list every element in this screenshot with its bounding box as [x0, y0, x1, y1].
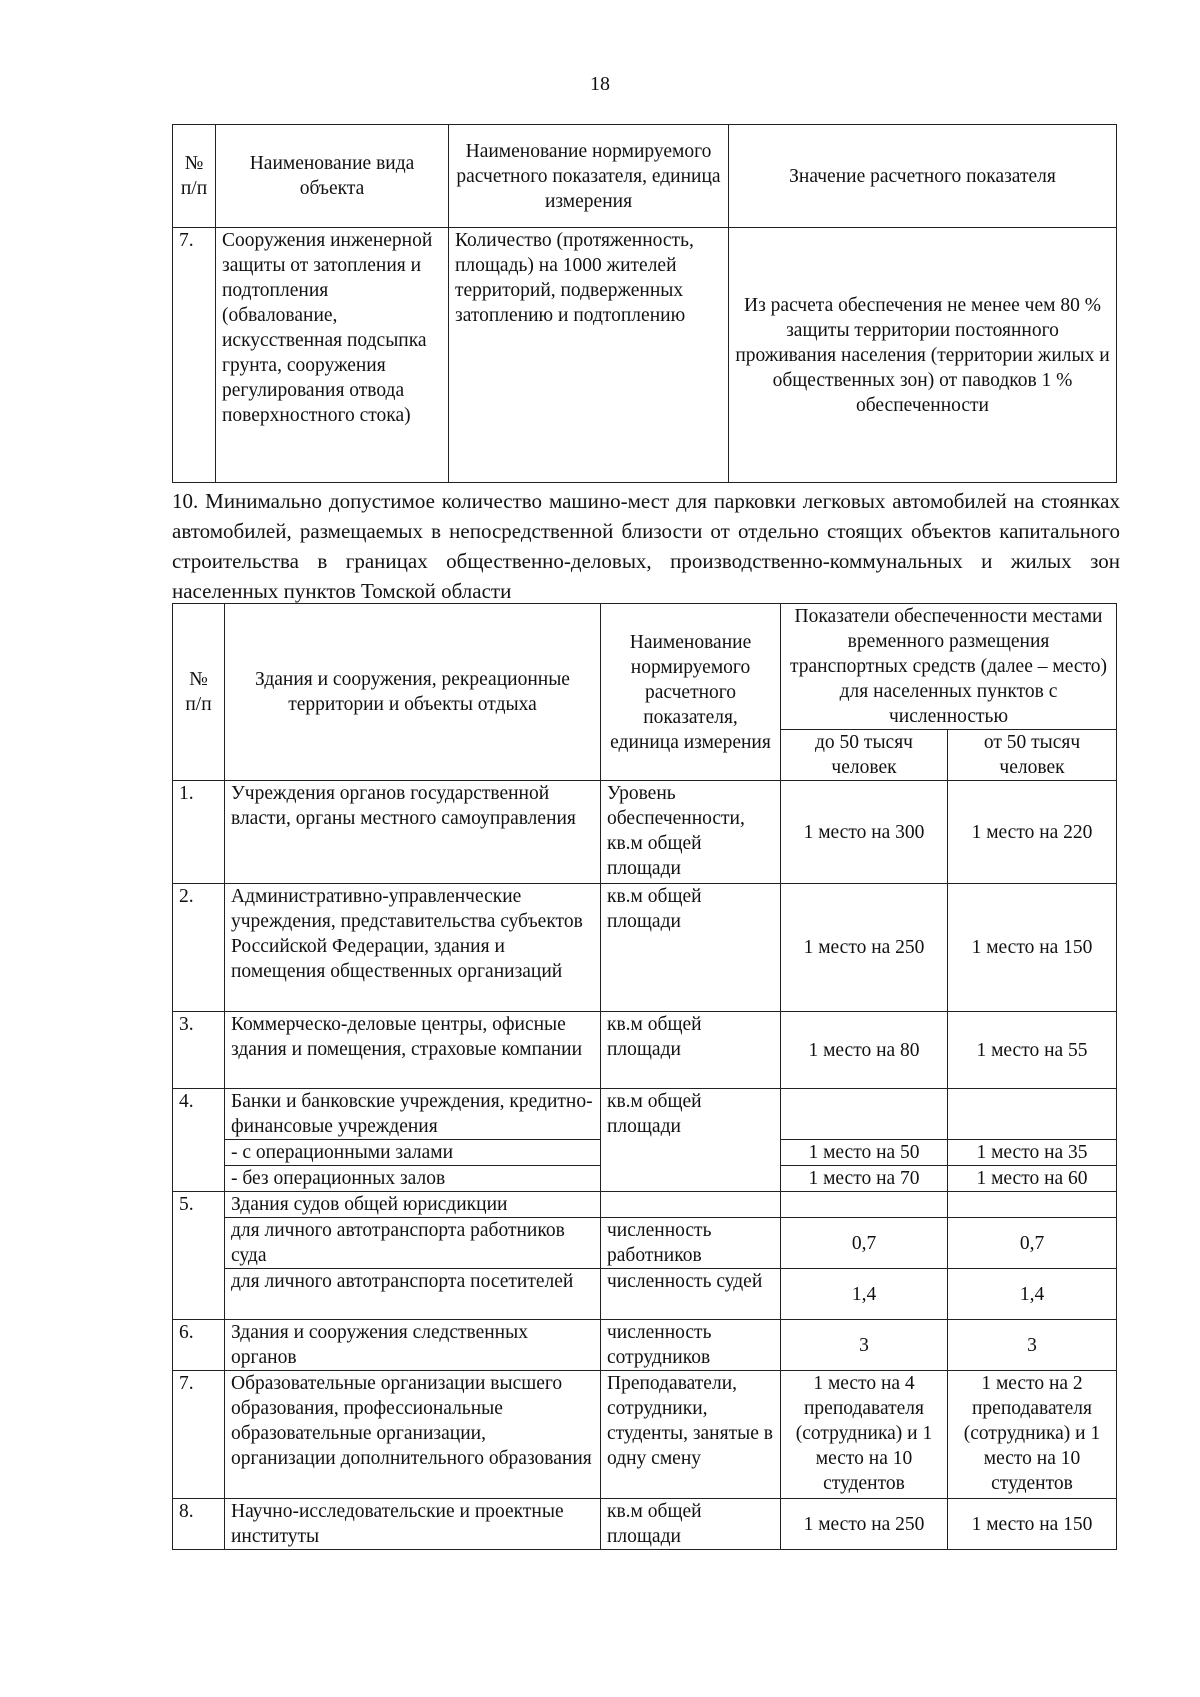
row-indicator: численность сотрудников [601, 1320, 781, 1371]
subrow-value-over-50k: 1,4 [948, 1269, 1117, 1320]
table-row [173, 1371, 1117, 1499]
subrow-indicator: численность работников [601, 1218, 781, 1269]
row-value-over-50k [948, 1192, 1117, 1218]
subrow-value-under-50k: 1 место на 50 [781, 1140, 948, 1166]
row-value-over-50k [948, 1089, 1117, 1140]
parking-norms-table [172, 603, 1117, 1550]
row-value-over-50k: 1 место на 220 [948, 781, 1117, 884]
subrow-name: - без операционных залов [225, 1166, 601, 1192]
row-num: 4. [173, 1089, 225, 1192]
row-indicator: Количество (протяженность, площадь) на 1000 жителей территорий, подверженных затоплению и подтоплению [449, 228, 729, 483]
row-name: Коммерческо-деловые центры, офисные здания и помещения, страховые компании [225, 1012, 601, 1089]
row-value-over-50k: 3 [948, 1320, 1117, 1371]
row-value-under-50k: 1 место на 80 [781, 1012, 948, 1089]
subrow-name: для личного автотранспорта посетителей [225, 1269, 601, 1320]
row-object: Сооружения инженерной защиты от затопления и подтопления (обвалование, искусственная подсыпка грунта, сооружения регулирования отвода поверхностного стока) [216, 228, 449, 483]
row-indicator [601, 1192, 781, 1218]
row-value-under-50k: 3 [781, 1320, 948, 1371]
row-num: 6. [173, 1320, 225, 1371]
subrow-indicator: численность судей [601, 1269, 781, 1320]
row-value-under-50k [781, 1089, 948, 1140]
row-value-over-50k: 1 место на 2 преподавателя (сотрудника) и 1 место на 10 студентов [948, 1371, 1117, 1499]
table-row [173, 884, 1117, 1012]
row-indicator: Преподаватели, сотрудники, студенты, занятые в одну смену [601, 1371, 781, 1499]
row-value-under-50k: 1 место на 250 [781, 1499, 948, 1550]
subrow-value-under-50k: 1,4 [781, 1269, 948, 1320]
row-value-under-50k [781, 1192, 948, 1218]
table-row [173, 228, 1117, 483]
table-row [173, 1192, 1117, 1218]
row-name: Банки и банковские учреждения, кредитно-финансовые учреждения [225, 1089, 601, 1140]
header-provision: Показатели обеспеченности местами временного размещения транспортных средств (далее – место) для населенных пунктов с численностью [781, 604, 1117, 730]
header-building: Здания и сооружения, рекреационные территории и объекты отдыха [225, 604, 601, 781]
row-name: Здания судов общей юрисдикции [225, 1192, 601, 1218]
subrow-value-under-50k: 1 место на 70 [781, 1166, 948, 1192]
header-num: № п/п [173, 604, 225, 781]
header-object-type: Наименование вида объекта [216, 125, 449, 228]
row-value-over-50k: 1 место на 55 [948, 1012, 1117, 1089]
row-num: 8. [173, 1499, 225, 1550]
subrow-value-over-50k: 1 место на 60 [948, 1166, 1117, 1192]
row-num: 3. [173, 1012, 225, 1089]
row-indicator: кв.м общей площади [601, 1499, 781, 1550]
row-num: 7. [173, 1371, 225, 1499]
row-indicator: кв.м общей площади [601, 1089, 781, 1192]
table-subrow [173, 1218, 1117, 1269]
row-num: 1. [173, 781, 225, 884]
subrow-value-over-50k: 1 место на 35 [948, 1140, 1117, 1166]
header-over-50k: от 50 тысяч человек [948, 730, 1117, 781]
table-row [173, 1012, 1117, 1089]
row-indicator: Уровень обеспеченности, кв.м общей площади [601, 781, 781, 884]
header-indicator: Наименование нормируемого расчетного показателя, единица измерения [601, 604, 781, 781]
table-row [173, 1499, 1117, 1550]
subrow-name: для личного автотранспорта работников суда [225, 1218, 601, 1269]
section-caption: 10. Минимально допустимое количество машино-мест для парковки легковых автомобилей на стоянках автомобилей, размещаемых в непосредственной близости от отдельно стоящих объектов капитального строительства в границах общественно-деловых, производственно-коммунальных и жилых зон населенных пунктов Томской области [172, 489, 1120, 603]
page-number: 18 [590, 73, 610, 95]
header-under-50k: до 50 тысяч человек [781, 730, 948, 781]
subrow-value-under-50k: 0,7 [781, 1218, 948, 1269]
row-name: Научно-исследовательские и проектные институты [225, 1499, 601, 1550]
table-row [173, 1320, 1117, 1371]
table-row [173, 1089, 1117, 1140]
subrow-name: - с операционными залами [225, 1140, 601, 1166]
table-row [173, 781, 1117, 884]
header-num: № п/п [173, 125, 216, 228]
row-value-over-50k: 1 место на 150 [948, 1499, 1117, 1550]
row-value-over-50k: 1 место на 150 [948, 884, 1117, 1012]
row-value-under-50k: 1 место на 250 [781, 884, 948, 1012]
subrow-value-over-50k: 0,7 [948, 1218, 1117, 1269]
row-name: Образовательные организации высшего образования, профессиональные образовательные организации, организации дополнительного образования [225, 1371, 601, 1499]
table1-header-row [173, 125, 1117, 228]
row-name: Учреждения органов государственной власти, органы местного самоуправления [225, 781, 601, 884]
row-value-under-50k: 1 место на 300 [781, 781, 948, 884]
row-value: Из расчета обеспечения не менее чем 80 % защиты территории постоянного проживания населения (территории жилых и общественных зон) от паводков 1 % обеспеченности [729, 228, 1117, 483]
row-num: 7. [173, 228, 216, 483]
table-subrow [173, 1269, 1117, 1320]
row-indicator: кв.м общей площади [601, 1012, 781, 1089]
row-num: 2. [173, 884, 225, 1012]
engineering-protection-table [172, 124, 1117, 483]
row-name: Административно-управленческие учреждения, представительства субъектов Российской Федерации, здания и помещения общественных организаций [225, 884, 601, 1012]
header-indicator: Наименование нормируемого расчетного показателя, единица измерения [449, 125, 729, 228]
row-num: 5. [173, 1192, 225, 1320]
row-indicator: кв.м общей площади [601, 884, 781, 1012]
table2-header-row [173, 604, 1117, 730]
row-value-under-50k: 1 место на 4 преподавателя (сотрудника) и 1 место на 10 студентов [781, 1371, 948, 1499]
header-value: Значение расчетного показателя [729, 125, 1117, 228]
row-name: Здания и сооружения следственных органов [225, 1320, 601, 1371]
